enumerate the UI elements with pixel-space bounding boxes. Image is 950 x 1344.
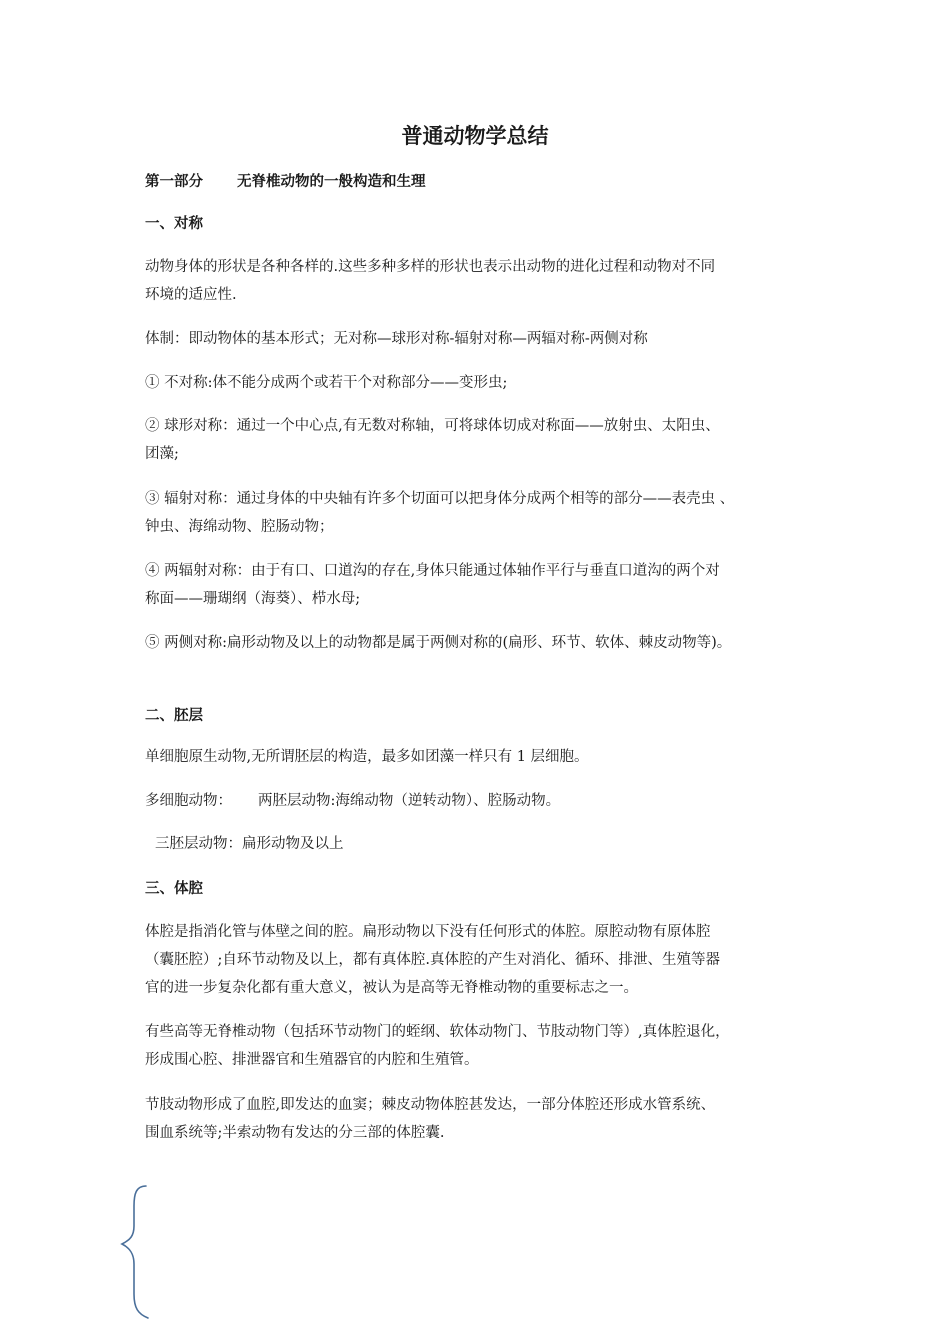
part-label: 第一部分 — [145, 174, 203, 190]
part-heading — [145, 172, 426, 192]
symmetry-item-3 — [145, 485, 815, 541]
section-heading-body-cavity: 三、体腔 — [145, 881, 203, 897]
text-line: 环境的适应性. — [145, 287, 237, 303]
text-line: 动物身体的形状是各种各样的.这些多种多样的形状也表示出动物的进化过程和动物对不同 — [145, 259, 716, 275]
text-line: 节肢动物形成了血腔,即发达的血窦；棘皮动物体腔甚发达，一部分体腔还形成水管系统、 — [145, 1097, 716, 1113]
curly-brace-icon — [116, 1182, 156, 1322]
text-line — [145, 787, 815, 815]
body-cavity-paragraph-2 — [145, 1018, 815, 1074]
text-line: （囊胚腔）;自环节动物及以上，都有真体腔.真体腔的产生对消化、循环、排泄、生殖等器 — [145, 952, 720, 968]
section-heading-symmetry: 一、对称 — [145, 216, 203, 232]
text-line: 形成围心腔、排泄器官和生殖器官的内腔和生殖管。 — [145, 1052, 479, 1068]
germ-layers-line-1 — [145, 743, 815, 771]
germ-layers-line-3 — [145, 830, 815, 858]
text-line: 单细胞原生动物,无所谓胚层的构造，最多如团藻一样只有 1 层细胞。 — [145, 749, 589, 765]
part-title: 无脊椎动物的一般构造和生理 — [237, 174, 426, 190]
symmetry-item-5 — [145, 629, 815, 657]
body-cavity-paragraph-3 — [145, 1091, 815, 1147]
diploblastic-text: 两胚层动物:海绵动物（逆转动物）、腔肠动物。 — [258, 793, 561, 809]
symmetry-system — [145, 325, 815, 353]
germ-layers-line-2 — [145, 787, 815, 815]
text-line: ④ 两辐射对称：由于有口、口道沟的存在,身体只能通过体轴作平行与垂直口道沟的两个对 — [145, 563, 720, 579]
text-line: 钟虫、海绵动物、腔肠动物； — [145, 519, 334, 535]
text-line: ⑤ 两侧对称:扁形动物及以上的动物都是属于两侧对称的(扁形、环节、软体、棘皮动物等)。 — [145, 635, 732, 651]
document-title: 普通动物学总结 — [401, 124, 549, 148]
text-line: 团藻; — [145, 446, 179, 462]
multicellular-label: 多细胞动物： — [145, 793, 232, 809]
text-line: ③ 辐射对称：通过身体的中央轴有许多个切面可以把身体分成两个相等的部分——表壳虫 、 — [145, 491, 735, 507]
text-line: 官的进一步复杂化都有重大意义，被认为是高等无脊椎动物的重要标志之一。 — [145, 980, 638, 996]
body-cavity-paragraph-1 — [145, 918, 815, 1002]
text-line: ① 不对称:体不能分成两个或若干个对称部分——变形虫; — [145, 375, 508, 391]
symmetry-item-2 — [145, 412, 815, 468]
text-line: 三胚层动物：扁形动物及以上 — [155, 836, 344, 852]
text-line: 体腔是指消化管与体壁之间的腔。扁形动物以下没有任何形式的体腔。原腔动物有原体腔 — [145, 924, 711, 940]
text-line: ② 球形对称：通过一个中心点,有无数对称轴，可将球体切成对称面——放射虫、太阳虫、 — [145, 418, 720, 434]
symmetry-item-4 — [145, 557, 815, 613]
text-line: 有些高等无脊椎动物（包括环节动物门的蛭纲、软体动物门、节肢动物门等）,真体腔退化， — [145, 1024, 730, 1040]
text-line: 体制：即动物体的基本形式；无对称—球形对称-辐射对称—两辐对称-两侧对称 — [145, 331, 648, 347]
symmetry-item-1 — [145, 369, 815, 397]
text-line: 称面——珊瑚纲（海葵）、栉水母; — [145, 591, 361, 607]
section-heading-germ-layers: 二、胚层 — [145, 708, 203, 724]
text-line: 围血系统等;半索动物有发达的分三部的体腔囊. — [145, 1125, 445, 1141]
symmetry-intro — [145, 253, 815, 309]
